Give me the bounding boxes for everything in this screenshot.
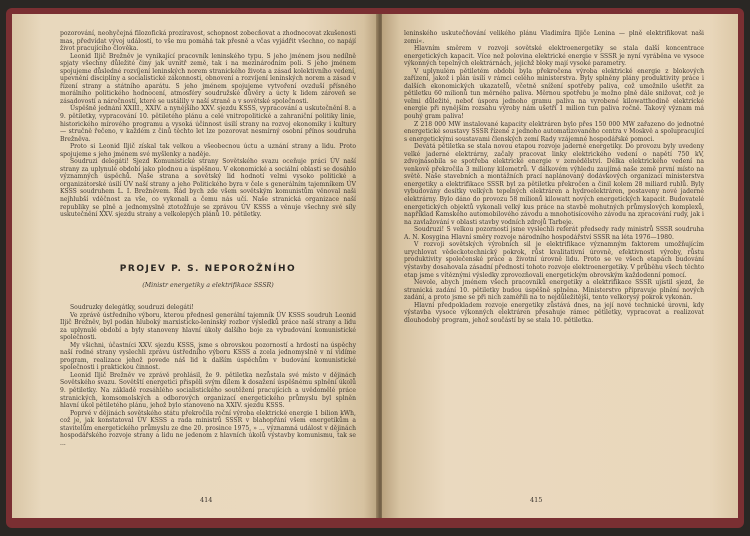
paragraph: Leonid Iljič Brežněv je vynikající pracovník leninského typu. S jeho jménem jsou nedílně spjaty všechny důležité činy jak uvnitř země, tak i na mezinárodním poli. S jeho jménem spojujeme důsledné rozvíjení leninských norem stranického života a zásad kolektivního vedení, upevnění disciplíny a socialistické zákonnosti, obnovení a rozvíjení leninských norem a zásad v řízení strany a státního aparátu. S jeho jménem spojujeme vytvoření ovzduší přísného morálního politického hodnocení, atmosféry soudružské důvěry a úcty k lidem zároveň se zásadovostí a náročností, které se ustálily v naší straně a v sovětské společnosti. [60,52,356,105]
paragraph: Úspěšně jednání XXIII., XXIV. a nynějšího XXV. sjezdu KSSS, vypracování a uskutečnění 8. a 9. pětiletky, vypracování 10. pětiletého plánu a celé vnitropolitické a zahraniční politiky linie, historického mírového programu a vysoká účinnost úsilí strany na rozvoj ekonomiky i kultury — stručně řečeno, v každém z činů těchto let lze pozorovat nesmírný osobní přínos soudruha Brežněva. [60,105,356,143]
paragraph: V rozvoji sovětských výrobních sil je elektrifikace významným faktorem umožňujícím urychlovat vědeckotechnický pokrok, růst kvalitativní úrovně, efektivnosti výroby, růstu produktivity společenské práce a životní úrovně lidu. Proto se ve všech etapách budování výstavby dosahovala zásadní předností tohoto rozvoje elektroenergetiky. V průběhu všech těchto etap jsme s vítěznými výsledky zprovozňovali energetickým obrovským každodenní pomocí. [404,241,704,279]
paragraph: pozorování, neohyčejná filozofická prozíravost, schopnost zobecňovat a zhodnocovat zkušenosti mas, předvídat vývoj událostí, to vše mu pomáhá tak přesně a včas vyjádřit všechno, co napájí život pracujícího člověka. [60,30,356,53]
paragraph: Soudruzky delegátky, soudruzi delegáti! [70,304,194,311]
paragraph: Nevole, abych jménem všech pracovníků energetiky a elektrifikace SSSR ujistil sjezd, že stranická zadání 10. pětiletky budou úspěšně splněna. Ministerstvo připravuje plnění nových zadání, a proto jsme se při nich zaměřili na to nejdůležitější, tento velkorysý pokrok vykonán. [404,279,704,302]
page-number-left: 414 [200,496,213,504]
paragraph: My všichni, účastníci XXV. sjezdu KSSS, jsme s obrovskou pozorností a hrdostí na úspěchy naší rodné strany vyslechli zprávu ústředního výboru KSSS a zcela jednomyslně v ní vidíme program, realizace jehož povede náš lid k dalším úspěchům v budování komunistické společnosti i praktickou činnost. [60,341,356,372]
left-bottom-text [60,304,356,447]
paragraph: Poprvé v dějinách sovětského státu překročila roční výroba elektrické energie 1 bilion kWh, což je, jak konstatoval ÚV KSSS a rada ministrů SSSR v blahopřání všem energetikům a stavitelům energetického průmyslu ze dne 20. prosince 1975, » ... významná událost v dějinách hospodářského rozvoje strany a lidu ne jedenom z hlavních úkolů výstavby komunismu, tak se ... [60,409,356,447]
right-text [404,30,704,324]
paragraph: Z 218 000 MW instalované kapacity elektráren bylo přes 150 000 MW zařazeno do jednotné energetické soustavy SSSR řízené z jednoho automatizovaného centra v Moskvě a spolupracující s energetickými soustavami členských zemí Rady vzájemné hospodářské pomoci. [404,120,704,143]
paragraph: Hlavní předpokladem rozvoje energetiky zůstává dnes, na její nové technické úrovni, kdy výstavba vysoce výkonných elektráren přesahuje rámec pětiletky, vypracovat a realizovat dlouhodobý program, jehož součástí by se stala 10. pětiletka. [404,301,704,324]
paragraph: Hlavním směrem v rozvoji sovětské elektroenergetiky se stala další koncentrace energetických kapacit. Více než polovina elektrické energie v SSSR je nyní vyráběna ve vysoce výkonných tepelných elektrárnách, jejichž bloky mají vysoké parametry. [404,45,704,68]
right-page [382,14,738,518]
paragraph: V uplynulém pětiletém období byla překročena výroba elektrické energie z blokových zařízení, jakož i plán úsilí v rámci celého ministerstva. Byly splněny plány produktivity práce i dalších ekonomických ukazatelů, včetně snížení spotřeby paliva, což umožnilo ušetřit za pětiletku 60 milionů tun měrného paliva. Měrnou spotřebu je možno plně dále snižovat, což je velmi důležité, neboť úspora jednoho gramu paliva na vyrobené kilowatthodině elektrické energie při nynějším rozsahu výroby nám ušetří 1 milion tun paliva ročně. Takový význam má pouhý gram paliva! [404,67,704,121]
paragraph: leninského uskutečňování velikého plánu Vladimíra Iljiče Lenina — plně elektrifikovat naši zemi«. [404,30,704,45]
paragraph: Soudruzi delegáti! Sjezd Komunistické strany Sovětského svazu oceňuje práci ÚV naší strany za uplynulé období jako plodnou a úspěšnou. V ekonomické a sociální oblasti se dosáhlo významných úspěchů. Naše strana a sovětský lid hodnotí velmi vysoko politické a organizátorské úsilí ÚV naší strany a jeho Politického byra v čele s generálním tajemníkem ÚV KSSS soudruhem L. I. Brežněvem. Rád bych zde všem sovětským komunistům věnoval naši nejhlubší vděčnost za vše, co vykonali a čemu nás učí. Naše stranická organizace naší republiky se plně a jednomyslně ztotožňuje se zprávou ÚV KSSS a věnuje všechny své síly uskutečnění XXV. sjezdu strany a velkolepých plánů 10. pětiletky. [60,158,356,219]
left-top-text [60,30,356,219]
speech-subheading: (Ministr energetiky a elektrifikace SSSR) [142,282,274,289]
paragraph: Devátá pětiletka se stala novou etapou rozvoje jaderné energetiky. Do provozu byly uvedeny velké jaderné elektrárny, začaly pracovat linky elektrického vedení o napětí 750 kV, zdvojnásobila se spotřeba elektrické energie v zemědělství. Délka elektrického vedení na venkově překročila 3 miliony kilometrů. V dálkovém výhledu zaujímá naše země první místo na světě. Naše stavebních a montážních prací naplánovaný dodávkových organizací ministerstva energetiky a elektrifikace SSSR byl za pětiletku překročen a činil kolem 28 miliard rublů. Byly vybudovány desítky velkých tepelných elektráren a hydroelektráren, postaveny nové jaderné elektrárny. Bylo dáno do provozu 58 milionů kilowatt nových energetických kapacit. Budovatelé energetických objektů vykonali velký kus práce na stavbě mohutných průmyslových komplexů, například Kamského automobilového závodu a mnohotisícového závodu na zpracování rudy, jak i na zavlažování v oblasti stavby vodních zdrojů Tarbeje. [404,143,704,226]
paragraph: Soudruzi! S velkou pozorností jsme vyslechli referát předsedy rady ministrů SSSR soudruha A. N. Kosygina Hlavní směry rozvoje národního hospodářství SSSR na léta 1976—1980. [404,226,704,241]
left-page [12,14,378,518]
paragraph: Leonid Iljič Brežněv ve zprávě prohlásil, že 9. pětiletka nezůstala své místo v dějinách Sovětského svazu. Sovětští energetici přispěli svým dílem k dosažení úspěšnému splnění úkolů 9. pětiletky. Na základě rozsáhlého socialistického soutěžení pracujících a uvědomělé práce stranických, komsomolských a odborových organizací energetického průmyslu byl splněn hlavní úkol pětiletého plánu, jehož bylo stanoveno na XXIV. sjezdu KSSS. [60,371,356,410]
paragraph: Proto si Leonid Iljič získal tak velkou a všeobecnou úctu a uznání strany a lidu. Proto spojujeme s jeho jménem své myšlenky a naděje. [60,143,356,158]
page-number-right: 415 [530,496,543,504]
speech-heading: PROJEV P. S. NEPOROŽNÍHO [119,264,297,274]
paragraph: Ve zprávě ústředního výboru, kterou přednesl generální tajemník ÚV KSSS soudruh Leonid Iljič Brežněv, byl podán hluboký marxisticko-leninský rozbor výsledků práce naší strany a lidu za uplynulé období a byly stanoveny hlavní úkoly dalšího boje za vybudování komunistické společnosti. [60,311,356,342]
